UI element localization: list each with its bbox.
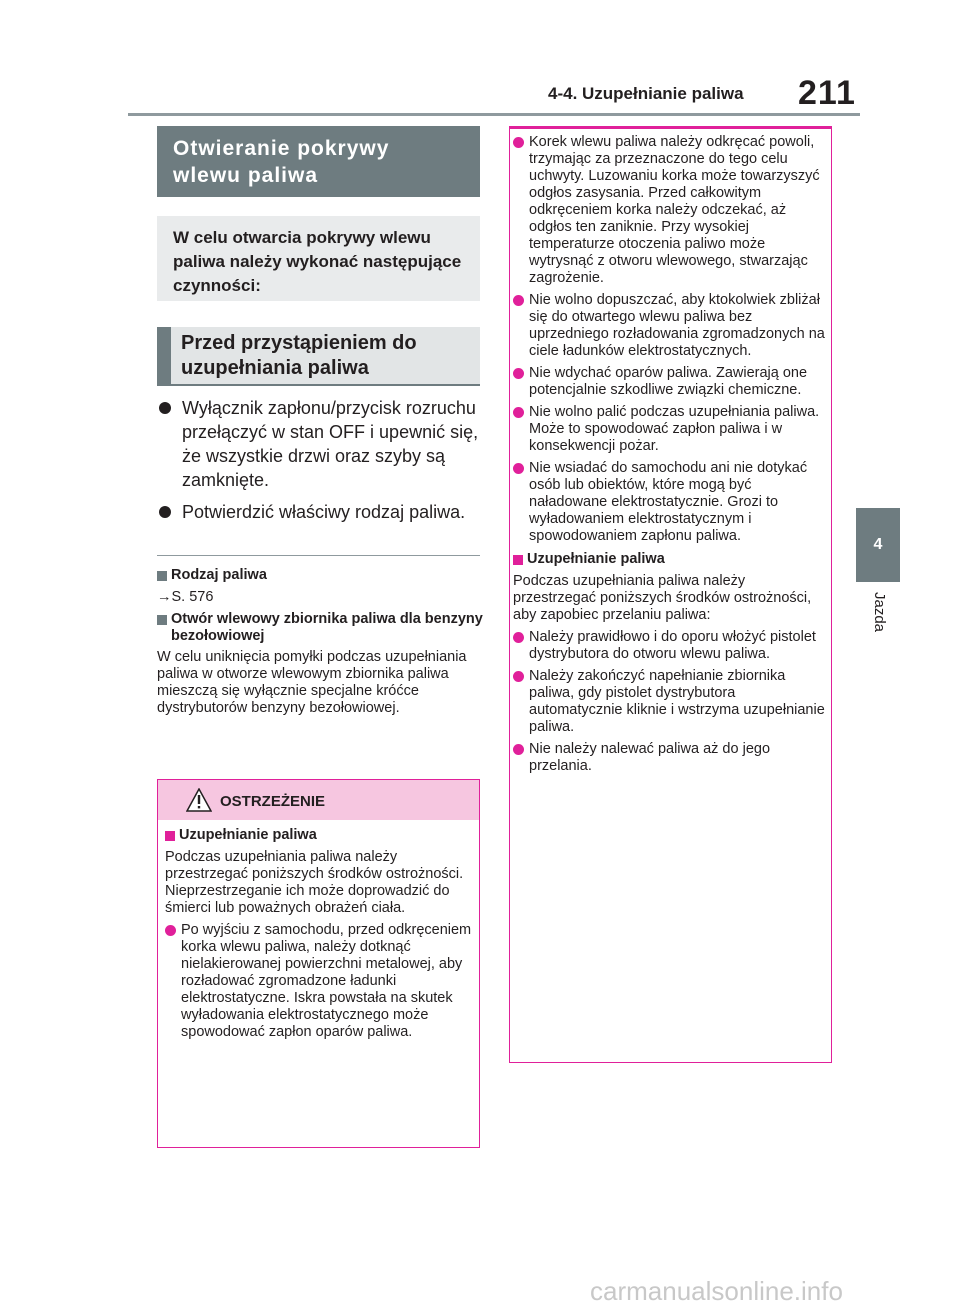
chapter-tab[interactable]: 4 [856,508,900,582]
warning-intro: Podczas uzupełniania paliwa należy przestrzegać poniższych środków ostrożności, aby zapobiec przelaniu paliwa: [513,573,812,623]
note-text: W celu uniknięcia pomyłki podczas uzupełniania paliwa w otworze wlewowym zbiornika paliwa mieszczą się wyłącznie specjalne króćce dystrybutorów benzyny bezołowiowej. [157,649,467,716]
square-bullet-icon [157,615,167,625]
square-bullet-icon [157,571,167,581]
checklist [157,396,487,532]
page-number: 211 [798,74,856,112]
chapter-label: Jazda [871,592,888,633]
bullet-icon [165,925,176,936]
list-item: Nie należy nalewać paliwa aż do jego przelania. [513,741,831,775]
list-item: Nie wsiadać do samochodu ani nie dotykać osób lub obiektów, które mogą być naładowane elektrostatycznie. Grozi to wyładowaniem elektrostatycznym i spowodowaniem zapłonu paliwa. [513,460,831,545]
warning-top-rule [510,126,831,129]
list-item [157,500,487,524]
list-item-text: Potwierdzić właściwy rodzaj paliwa. [182,502,466,522]
subsection-rule [157,384,480,386]
note-heading: Rodzaj paliwa [157,567,487,584]
bullet-icon [513,744,524,755]
square-bullet-icon [165,831,175,841]
list-item: Należy zakończyć napełnianie zbiornika paliwa, gdy pistolet dystrybutora automatycznie kliknie i wstrzyma uzupełnianie paliwa. [513,668,831,736]
section-heading: Otwieranie pokrywy wlewu paliwa [157,126,480,197]
bullet-icon [513,463,524,474]
warning-icon [186,788,212,812]
bullet-icon [513,295,524,306]
bullet-icon [513,671,524,682]
list-item: Nie wolno palić podczas uzupełniania paliwa. Może to spowodować zapłon paliwa i w konsekwencji pożar. [513,404,831,455]
subsection-heading: Przed przystąpieniem do uzupełniania paliwa [157,327,480,385]
bullet-icon [513,407,524,418]
notes [157,567,487,717]
list-item: Korek wlewu paliwa należy odkręcać powoli, trzymając za przeznaczone do tego celu uchwyty. Luzowaniu korka może towarzyszyć odgłos zasysania. Przed całkowitym odkręceniem korka należy odczekać, aż odgłos ten zaniknie. Przy wysokiej temperaturze otoczenia paliwo może wytrysnąć z otworu wlewowego, stwarzając zagrożenie. [513,134,831,287]
divider [157,555,480,556]
warning-intro: Podczas uzupełniania paliwa należy przestrzegać poniższych środków ostrożności. Nieprzestrzeganie ich może doprowadzić do śmierci lub poważnych obrażeń ciała. [165,849,464,916]
bullet-icon [513,137,524,148]
bullet-icon [159,402,171,414]
bullet-icon [513,632,524,643]
warning-content [165,827,473,1046]
list-item: Nie wolno dopuszczać, aby ktokolwiek zbliżał się do otwartego wlewu paliwa bez uprzedniego rozładowania zgromadzonych na ciele ładunków elektrostatycznych. [513,292,831,360]
page-reference[interactable]: →S. 576 [157,589,214,605]
header-rule [128,113,860,116]
note-heading: Otwór wlewowy zbiornika paliwa dla benzyny bezołowiowej [157,611,487,645]
warning-heading: Uzupełnianie paliwa [165,827,473,844]
bullet-icon [513,368,524,379]
warning-title: OSTRZEŻENIE [220,793,326,810]
list-item: Nie wdychać oparów paliwa. Zawierają one potencjalnie szkodliwe związki chemiczne. [513,365,831,399]
warning-continuation-box [509,126,832,1063]
bullet-icon [159,506,171,518]
list-item: Należy prawidłowo i do oporu włożyć pistolet dystrybutora do otworu wlewu paliwa. [513,629,831,663]
warning-continuation-content [513,134,831,780]
square-bullet-icon [513,555,523,565]
section-title: 4-4. Uzupełnianie paliwa [548,84,744,103]
warning-box [157,779,480,1148]
intro-box: W celu otwarcia pokrywy wlewu paliwa należy wykonać następujące czynności: [157,216,480,301]
list-item: Po wyjściu z samochodu, przed odkręceniem korka wlewu paliwa, należy dotknąć nielakierowanej powierzchni metalowej, aby rozładować zgromadzone ładunki elektrostatyczne. Iskra powstała na skutek wyładowania elektrostatycznego może spowodować zapłon oparów paliwa. [165,922,473,1041]
list-item-text: Wyłącznik zapłonu/przycisk rozruchu przełączyć w stan OFF i upewnić się, że wszystkie drzwi oraz szyby są zamknięte. [182,398,479,490]
warning-heading: Uzupełnianie paliwa [513,551,831,568]
list-item [157,396,487,492]
warning-header [158,780,479,820]
watermark: carmanualsonline.info [590,1276,843,1306]
